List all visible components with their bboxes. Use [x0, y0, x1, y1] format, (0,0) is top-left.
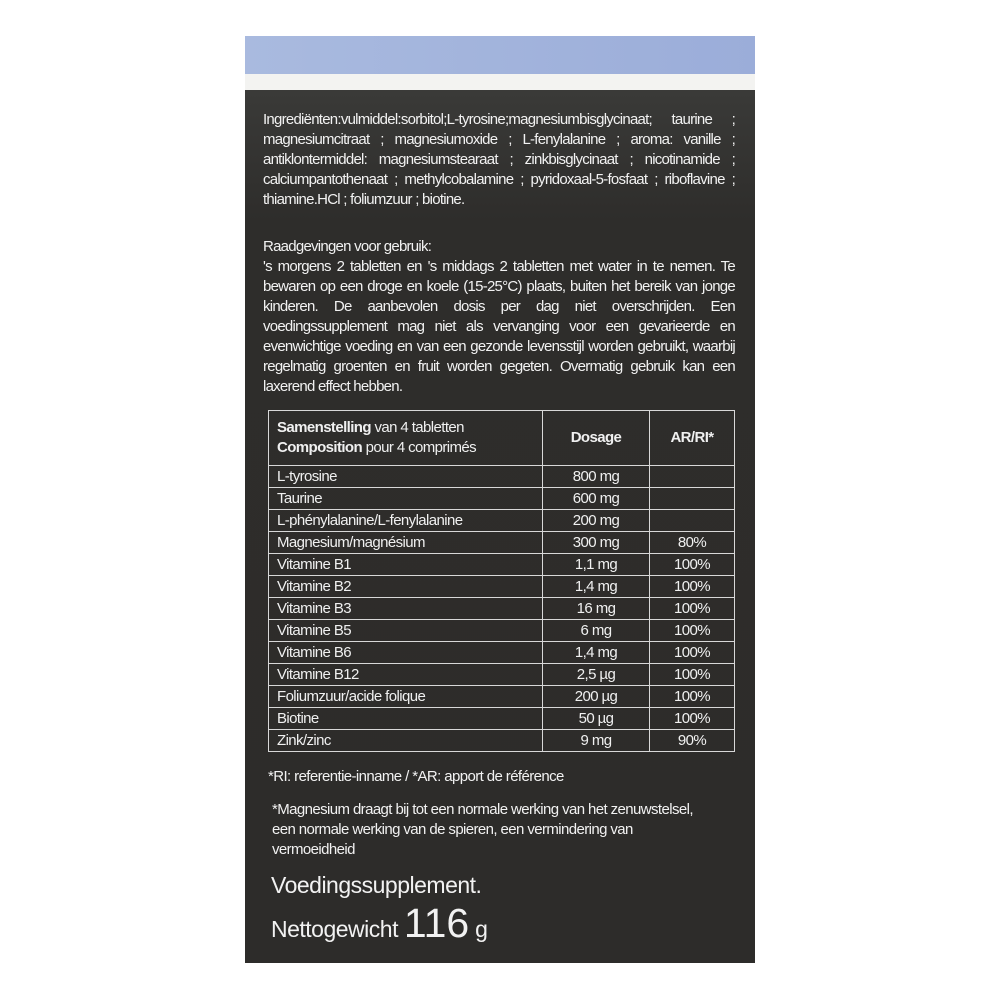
table-row — [269, 466, 735, 488]
dosage-cell: 1,1 mg — [543, 554, 650, 576]
header-line1-rest: van 4 tabletten — [370, 419, 464, 436]
dosage-cell: 300 mg — [543, 532, 650, 554]
composition-table — [268, 410, 735, 752]
table-row — [269, 708, 735, 730]
header-line1-bold: Samenstelling — [277, 419, 371, 436]
dosage-cell: 6 mg — [543, 620, 650, 642]
nutrient-name: Taurine — [269, 488, 543, 510]
ri-cell: 100% — [650, 598, 735, 620]
ri-cell: 100% — [650, 554, 735, 576]
nutrient-name: Biotine — [269, 708, 543, 730]
table-row — [269, 510, 735, 532]
ri-cell — [650, 510, 735, 532]
nutrient-name: Vitamine B2 — [269, 576, 543, 598]
header-line2-bold: Composition — [277, 439, 363, 456]
table-row — [269, 576, 735, 598]
dosage-cell: 1,4 mg — [543, 642, 650, 664]
dosage-cell: 2,5 µg — [543, 664, 650, 686]
nutrient-name: L-tyrosine — [269, 466, 543, 488]
nutrient-name: Magnesium/magnésium — [269, 532, 543, 554]
dosage-header: Dosage — [543, 411, 650, 466]
dosage-cell: 800 mg — [543, 466, 650, 488]
ri-cell: 100% — [650, 576, 735, 598]
dosage-cell: 50 µg — [543, 708, 650, 730]
table-row — [269, 620, 735, 642]
dosage-cell: 200 µg — [543, 686, 650, 708]
ri-cell: 100% — [650, 642, 735, 664]
usage-advice-title: Raadgevingen voor gebruik: — [263, 238, 432, 255]
ri-cell: 80% — [650, 532, 735, 554]
table-row — [269, 664, 735, 686]
net-weight — [271, 900, 487, 947]
table-row — [269, 598, 735, 620]
composition-header — [269, 411, 543, 466]
ri-cell — [650, 466, 735, 488]
table-header-row — [269, 411, 735, 466]
label-panel — [245, 90, 755, 963]
ri-cell: 100% — [650, 686, 735, 708]
net-weight-unit: g — [475, 916, 488, 942]
magnesium-claim: *Magnesium draagt bij tot een normale werking van het zenuwstelsel, een normale werking van de spieren, een vermindering van vermoeidheid — [272, 801, 693, 858]
nutrient-name: Vitamine B5 — [269, 620, 543, 642]
dosage-cell: 16 mg — [543, 598, 650, 620]
ri-cell — [650, 488, 735, 510]
net-weight-label: Nettogewicht — [271, 916, 398, 942]
dosage-cell: 200 mg — [543, 510, 650, 532]
nutrient-name: Vitamine B12 — [269, 664, 543, 686]
table-row — [269, 686, 735, 708]
header-line2-rest: pour 4 comprimés — [362, 439, 477, 456]
ingredients-text: Ingrediënten:vulmiddel:sorbitol;L-tyrosine;magnesiumbisglycinaat; taurine ; magnesiumcitraat ; magnesiumoxide ; L-fenylalanine ; aroma: vanille ; antiklontermiddel: magnesiumstearaat ; zinkbisglycinaat ; nicotinamide ; calciumpantothenaat ; methylcobalamine ; pyridoxaal-5-fosfaat ; riboflavine ; thiamine.HCl ; foliumzuur ; biotine. — [263, 111, 735, 208]
ri-cell: 100% — [650, 664, 735, 686]
table-row — [269, 554, 735, 576]
dosage-cell: 9 mg — [543, 730, 650, 752]
nutrient-name: Vitamine B1 — [269, 554, 543, 576]
ri-footnote: *RI: referentie-inname / *AR: apport de référence — [268, 768, 564, 785]
dosage-cell: 1,4 mg — [543, 576, 650, 598]
usage-advice-text: 's morgens 2 tabletten en 's middags 2 tabletten met water in te nemen. Te bewaren op een droge en koele (15-25°C) plaats, buiten het bereik van jonge kinderen. De aanbevolen dosis per dag niet overschrijden. Een voedingssupplement mag niet als vervanging voor een gevarieerde en evenwichtige voeding en van een gezonde levensstijl worden gebruikt, waarbij regelmatig groenten en fruit worden gegeten. Overmatig gebruik kan een laxerend effect hebben. — [263, 258, 735, 395]
dosage-cell: 600 mg — [543, 488, 650, 510]
table-row — [269, 730, 735, 752]
table-row — [269, 488, 735, 510]
nutrient-name: Foliumzuur/acide folique — [269, 686, 543, 708]
table-row — [269, 532, 735, 554]
light-strip — [245, 74, 755, 90]
top-color-band — [245, 36, 755, 74]
ri-cell: 100% — [650, 708, 735, 730]
nutrient-name: Vitamine B3 — [269, 598, 543, 620]
nutrient-name: Zink/zinc — [269, 730, 543, 752]
ri-cell: 90% — [650, 730, 735, 752]
net-weight-value: 116 — [403, 900, 470, 946]
table-row — [269, 642, 735, 664]
supplement-label: Voedingssupplement. — [271, 872, 482, 898]
nutrient-name: L-phénylalanine/L-fenylalanine — [269, 510, 543, 532]
ri-cell: 100% — [650, 620, 735, 642]
ri-header: AR/RI* — [650, 411, 735, 466]
nutrient-name: Vitamine B6 — [269, 642, 543, 664]
